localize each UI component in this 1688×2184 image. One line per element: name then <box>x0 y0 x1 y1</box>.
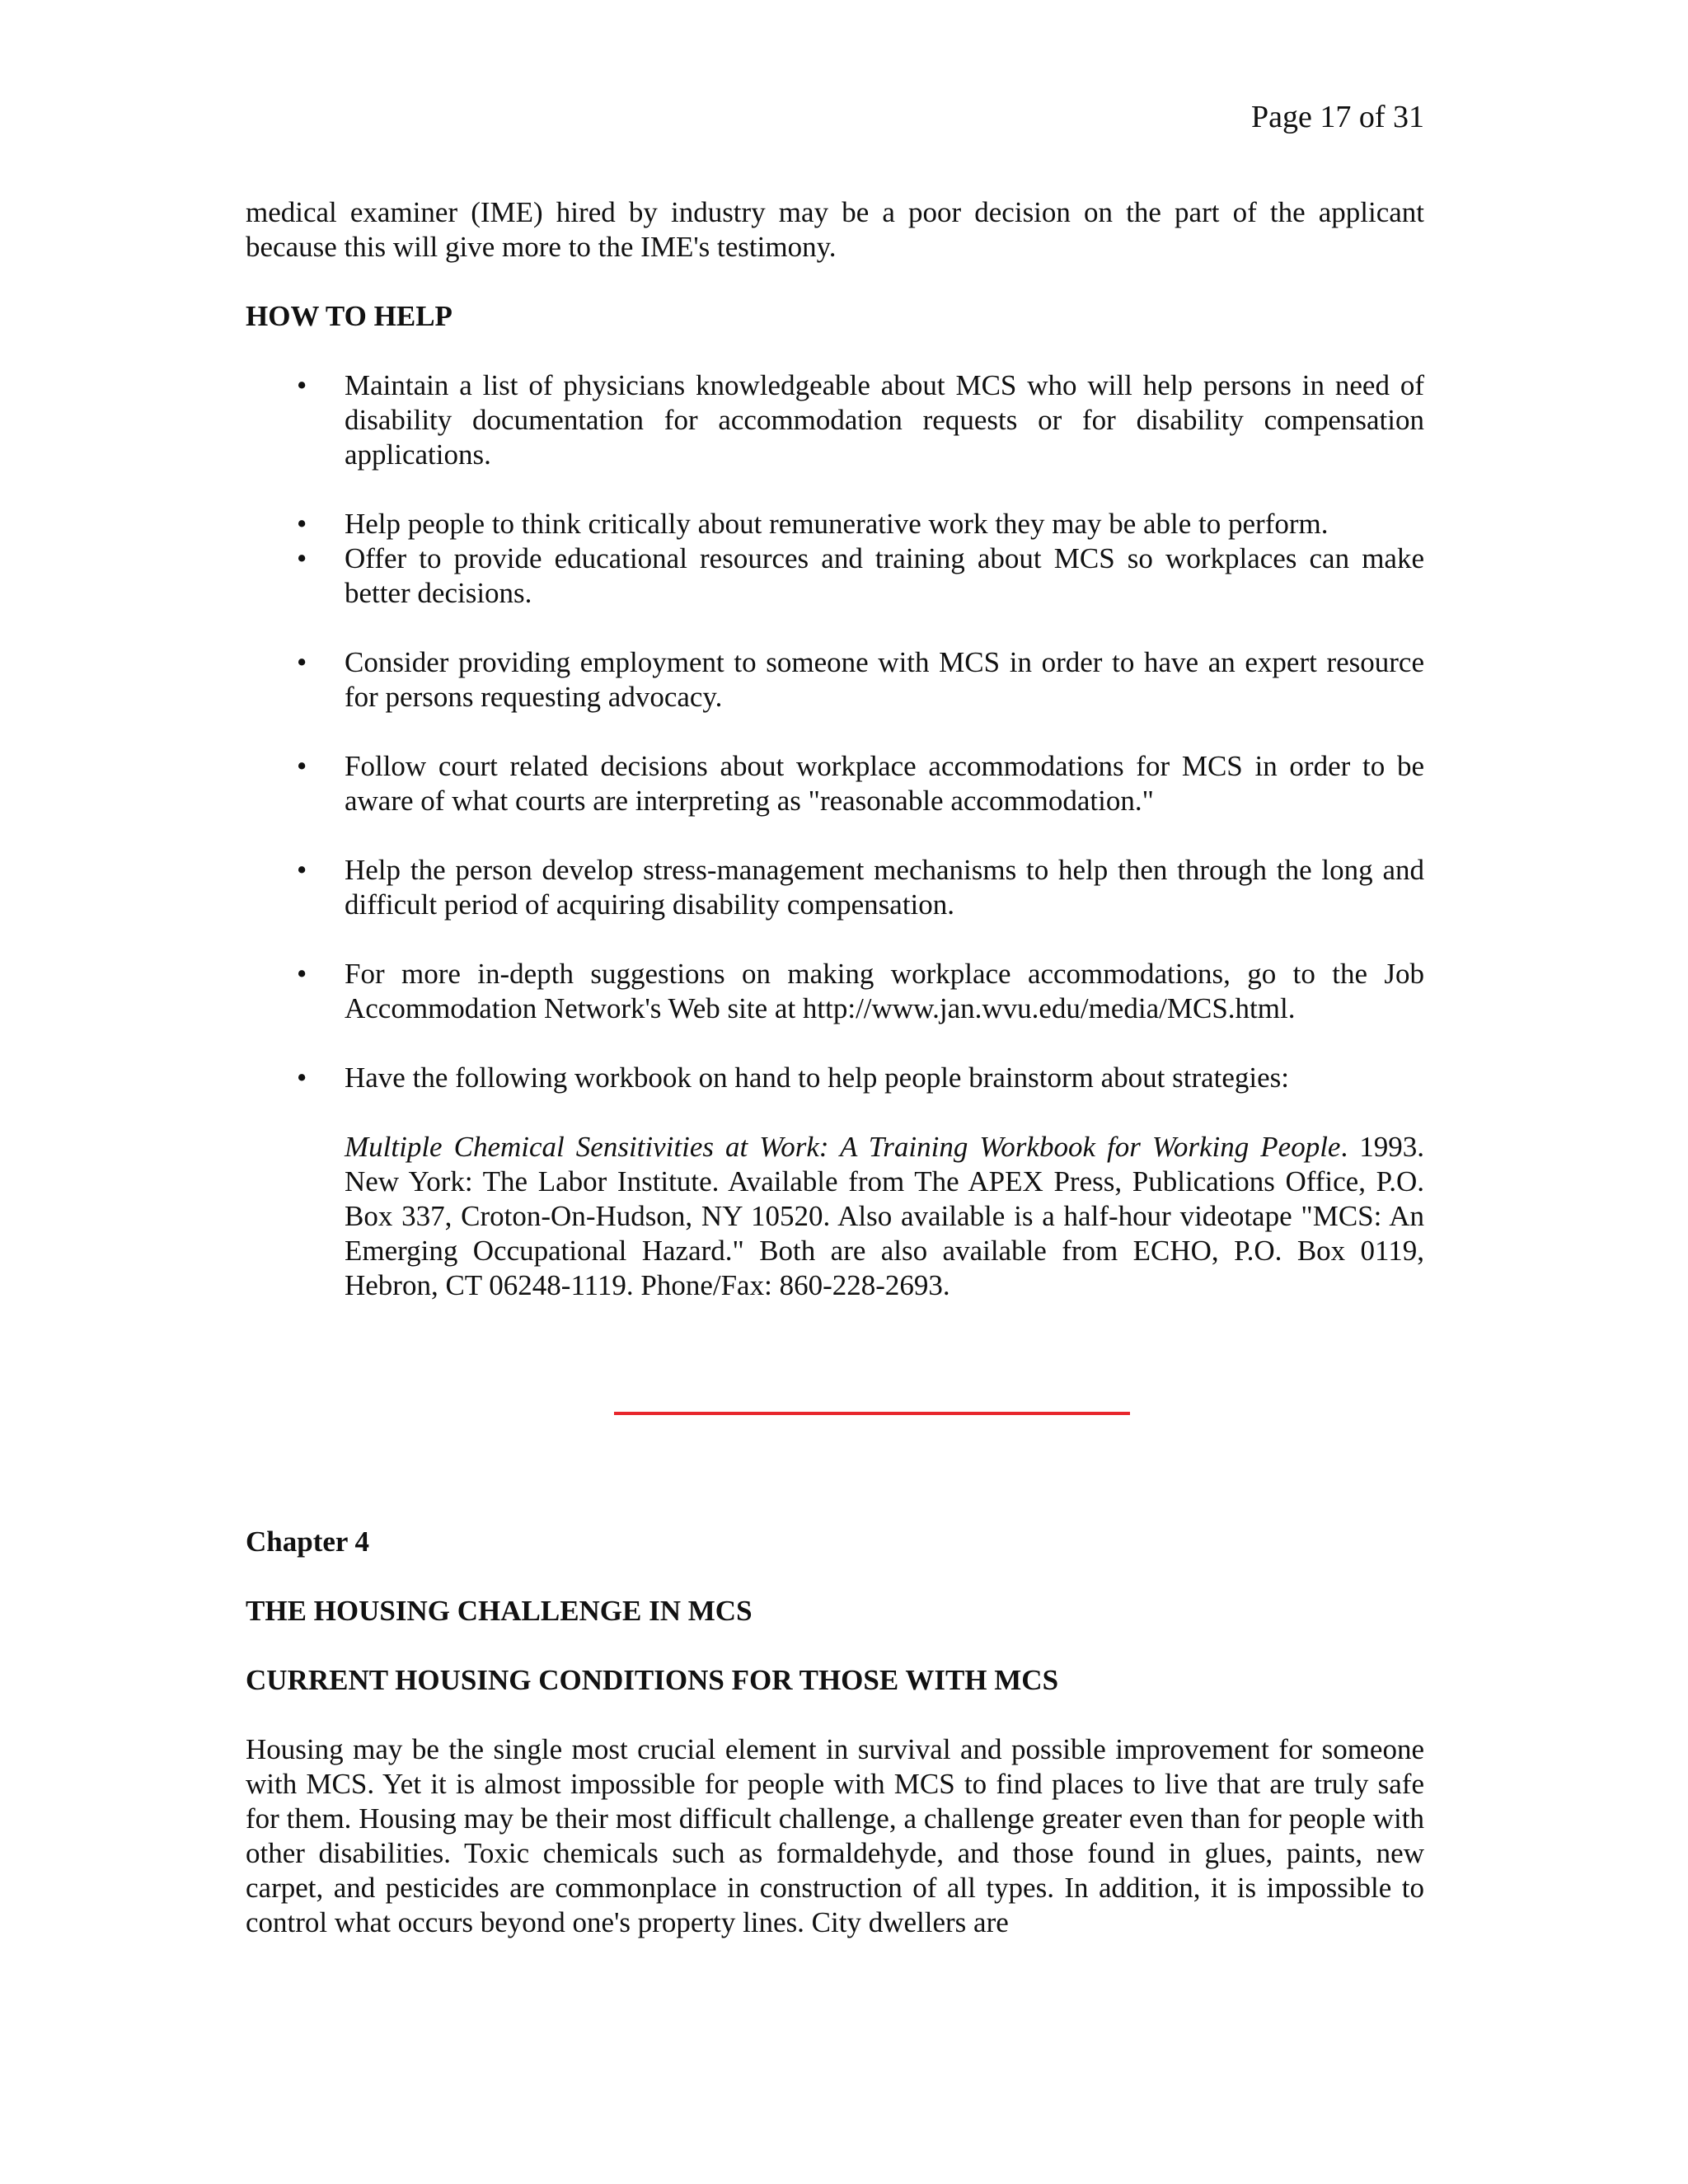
bullet-icon: • <box>297 1062 307 1094</box>
workbook-citation <box>345 1130 1424 1303</box>
list-item <box>246 541 1424 611</box>
bullet-icon: • <box>297 542 307 574</box>
chapter-content <box>246 1525 1424 1940</box>
list-item-text: Help the person develop stress-management mechanisms to help then through the long and difficult period of acquiring disability compensation. <box>345 854 1424 921</box>
section-heading: CURRENT HOUSING CONDITIONS FOR THOSE WITH MCS <box>246 1664 1059 1696</box>
section-divider <box>614 1412 1130 1415</box>
bullet-icon: • <box>297 508 307 540</box>
chapter-title: THE HOUSING CHALLENGE IN MCS <box>246 1595 753 1627</box>
list-item <box>246 749 1424 818</box>
page-number: Page 17 of 31 <box>1250 100 1424 134</box>
list-item-text: Help people to think critically about remunerative work they may be able to perform. <box>345 508 1329 540</box>
bullet-icon: • <box>297 958 307 990</box>
bullet-icon: • <box>297 646 307 678</box>
list-item-text: Offer to provide educational resources and training about MCS so workplaces can make better decisions. <box>345 542 1424 609</box>
bullet-icon: • <box>297 854 307 886</box>
bullet-icon: • <box>297 369 307 401</box>
list-item <box>246 853 1424 922</box>
housing-paragraph: Housing may be the single most crucial element in survival and possible improvement for someone with MCS. Yet it is almost impossible for people with MCS to find places to live that are truly safe for them. Housing may be their most difficult challenge, a challenge greater even than for people with other disabilities. Toxic chemicals such as formaldehyde, and those found in glues, paints, new carpet, and pesticides are commonplace in construction of all types. In addition, it is impossible to control what occurs beyond one's property lines. City dwellers are <box>246 1733 1424 1938</box>
list-item-text: For more in-depth suggestions on making workplace accommodations, go to the Job Accommodation Network's Web site at http://www.jan.wvu.edu/media/MCS.html. <box>345 958 1424 1024</box>
upper-content <box>246 195 1424 1303</box>
workbook-details: . 1993. New York: The Labor Institute. Available from The APEX Press, Publications Office, P.O. Box 337, Croton-On-Hudson, NY 10520. Also available is a half-hour videotape "MCS: An Emerging Occupational Hazard." Both are also available from ECHO, P.O. Box 0119, Hebron, CT 06248-1119. Phone/Fax: 860-228-2693. <box>345 1131 1424 1301</box>
list-item-text: Follow court related decisions about workplace accommodations for MCS in order to be aware of what courts are interpreting as "reasonable accommodation." <box>345 750 1424 817</box>
how-to-help-heading: HOW TO HELP <box>246 300 452 332</box>
list-item-text: Have the following workbook on hand to help people brainstorm about strategies: <box>345 1062 1289 1094</box>
list-item <box>246 957 1424 1026</box>
intro-paragraph: medical examiner (IME) hired by industry may be a poor decision on the part of the applicant because this will give more to the IME's testimony. <box>246 196 1424 263</box>
list-item <box>246 1061 1424 1095</box>
bullet-icon: • <box>297 750 307 782</box>
list-item <box>246 645 1424 715</box>
list-item <box>246 507 1424 541</box>
chapter-label: Chapter 4 <box>246 1526 370 1558</box>
workbook-title: Multiple Chemical Sensitivities at Work: A Training Workbook for Working People <box>345 1131 1341 1163</box>
how-to-help-list <box>246 368 1424 1095</box>
list-item-text: Maintain a list of physicians knowledgeable about MCS who will help persons in need of disability documentation for accommodation requests or for disability compensation applications. <box>345 369 1424 471</box>
list-item-text: Consider providing employment to someone with MCS in order to have an expert resource for persons requesting advocacy. <box>345 646 1424 713</box>
list-item <box>246 368 1424 472</box>
